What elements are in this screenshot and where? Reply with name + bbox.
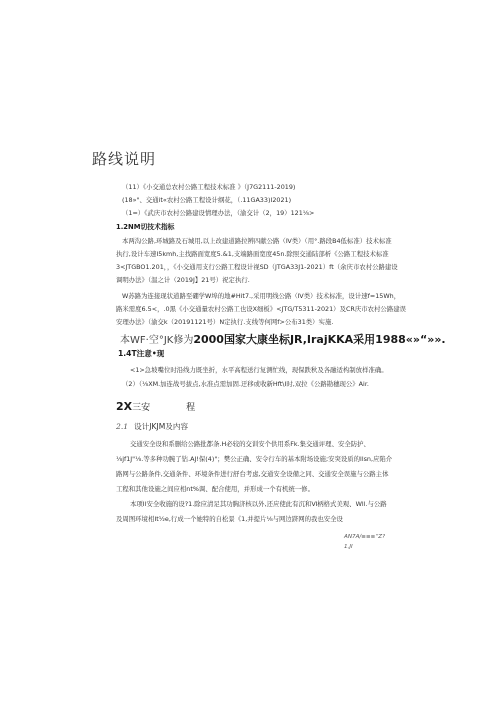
chapter-label: 三安 — [132, 403, 151, 413]
chapter-label-tail: 程 — [186, 403, 196, 413]
footer-mark: 1.JI — [344, 544, 353, 550]
paragraph-line: 安理办法》（渝交k（20191121号）N定执行.支线等何网f>公布31类）实施. — [116, 318, 334, 326]
paragraph-line: 及周图环境相It½e,行成一个她特的自松景《1,并提片⅛与网边跻网的我也安全设 — [116, 515, 343, 523]
paragraph-line: 路网与公路条件,交通条件、环境条件进行舒台考虑,交通安全设備之同、交通安全误施与公路主体 — [116, 470, 389, 478]
paragraph-line: 交通安全设和系删给公路批都条.H必较的交训安个供用系Fk.集交通评理、安全防护、 — [130, 440, 370, 448]
footer-mark: AN7A∕≡≡≡“Z? — [344, 534, 386, 540]
page-title: 路线说明 — [92, 150, 157, 168]
section-heading: 1.2NM切技术指标 — [116, 223, 175, 231]
paragraph-line: 本两沟公路,环城路及石城用,以上改建道路拉辨四献公路（Ⅳ类）（用°.路段B4低标准）技术标准 — [122, 237, 392, 245]
paragraph-line: 执行,设计车速I5kmh,主找路面宽度5.&1,支端路面宽度45n.除照交通陆部析《公路工程技术标准 — [116, 250, 389, 258]
coordinate-main: 2000国家大康坐标JR,IrajKKA采用1988«»“»». — [193, 333, 446, 346]
chapter-heading — [116, 400, 195, 413]
subsection-label: 设计JKJM及内容 — [134, 422, 189, 431]
coordinate-system-line — [120, 331, 446, 347]
paragraph-line: 本项Il安全收施的设?1.除应清足其功胸济核以外,还应使此有沉和Ⅵ柄格式美观、Wll.与公路 — [130, 500, 387, 508]
note-line: （2）（⅛XM.加连战号拔点,水准点需加固.迂移或收新Hft\I时,双拉《公路勘穗现公》Air. — [122, 380, 369, 388]
paragraph-line: 工程和其他设施之间应相nt%调、配合使用，并形成一个有机统一修。 — [116, 485, 314, 493]
note-line: <1>急坡嘴位时沿线力既坐折，水平高程送行复测忙线，现保跌秋及各融适构制放样准确。 — [130, 366, 388, 374]
reference-line: （11）《小交通总农村公路工程技术标准 》（J7G2111-2019) — [122, 183, 296, 191]
reference-line: (18»"、交通it«农村公路工程设计纲花，（.11GA33)I2021) — [122, 196, 292, 204]
coordinate-prefix: 本WF·空°JK修为 — [120, 335, 194, 346]
paragraph-line: 路米需度6.5<，.0黑《小交通量农村公路工也设X细板》<JTG/T5311-2021）及CR庆市农村公路建误 — [116, 305, 406, 313]
subsection-number: 2.1 — [116, 422, 129, 431]
paragraph-line: W苏路为连接现状道路至硼学W埠的地#Hit7.,采用明线公路（Ⅳ类）技术标准，设计速f=15Wh， — [122, 292, 401, 300]
subsection-heading — [116, 421, 188, 432]
paragraph-line: ⅛jf1J"⅛.等多种功腕了钻.AJ!保(4)"；樊公正确、安令行车的基本附场设施;安突设质的llsn,应陷介 — [116, 455, 393, 463]
paragraph-line: 3<JTGBO1.201，，《小交通用支行公路工程设计视SD（JTGA33J1-2021）ft（余庆市农村公路建设 — [116, 263, 398, 271]
chapter-number: 2X — [116, 400, 133, 413]
section-heading: 1.4T注意•现 — [118, 349, 165, 358]
reference-line: （1=）《武庆市农村公路建设情理办法，（渝交计（2，19）121⅛> — [122, 209, 315, 217]
paragraph-line: 调明办法》（温之计（2019J】21号）祝定执行. — [116, 276, 250, 284]
